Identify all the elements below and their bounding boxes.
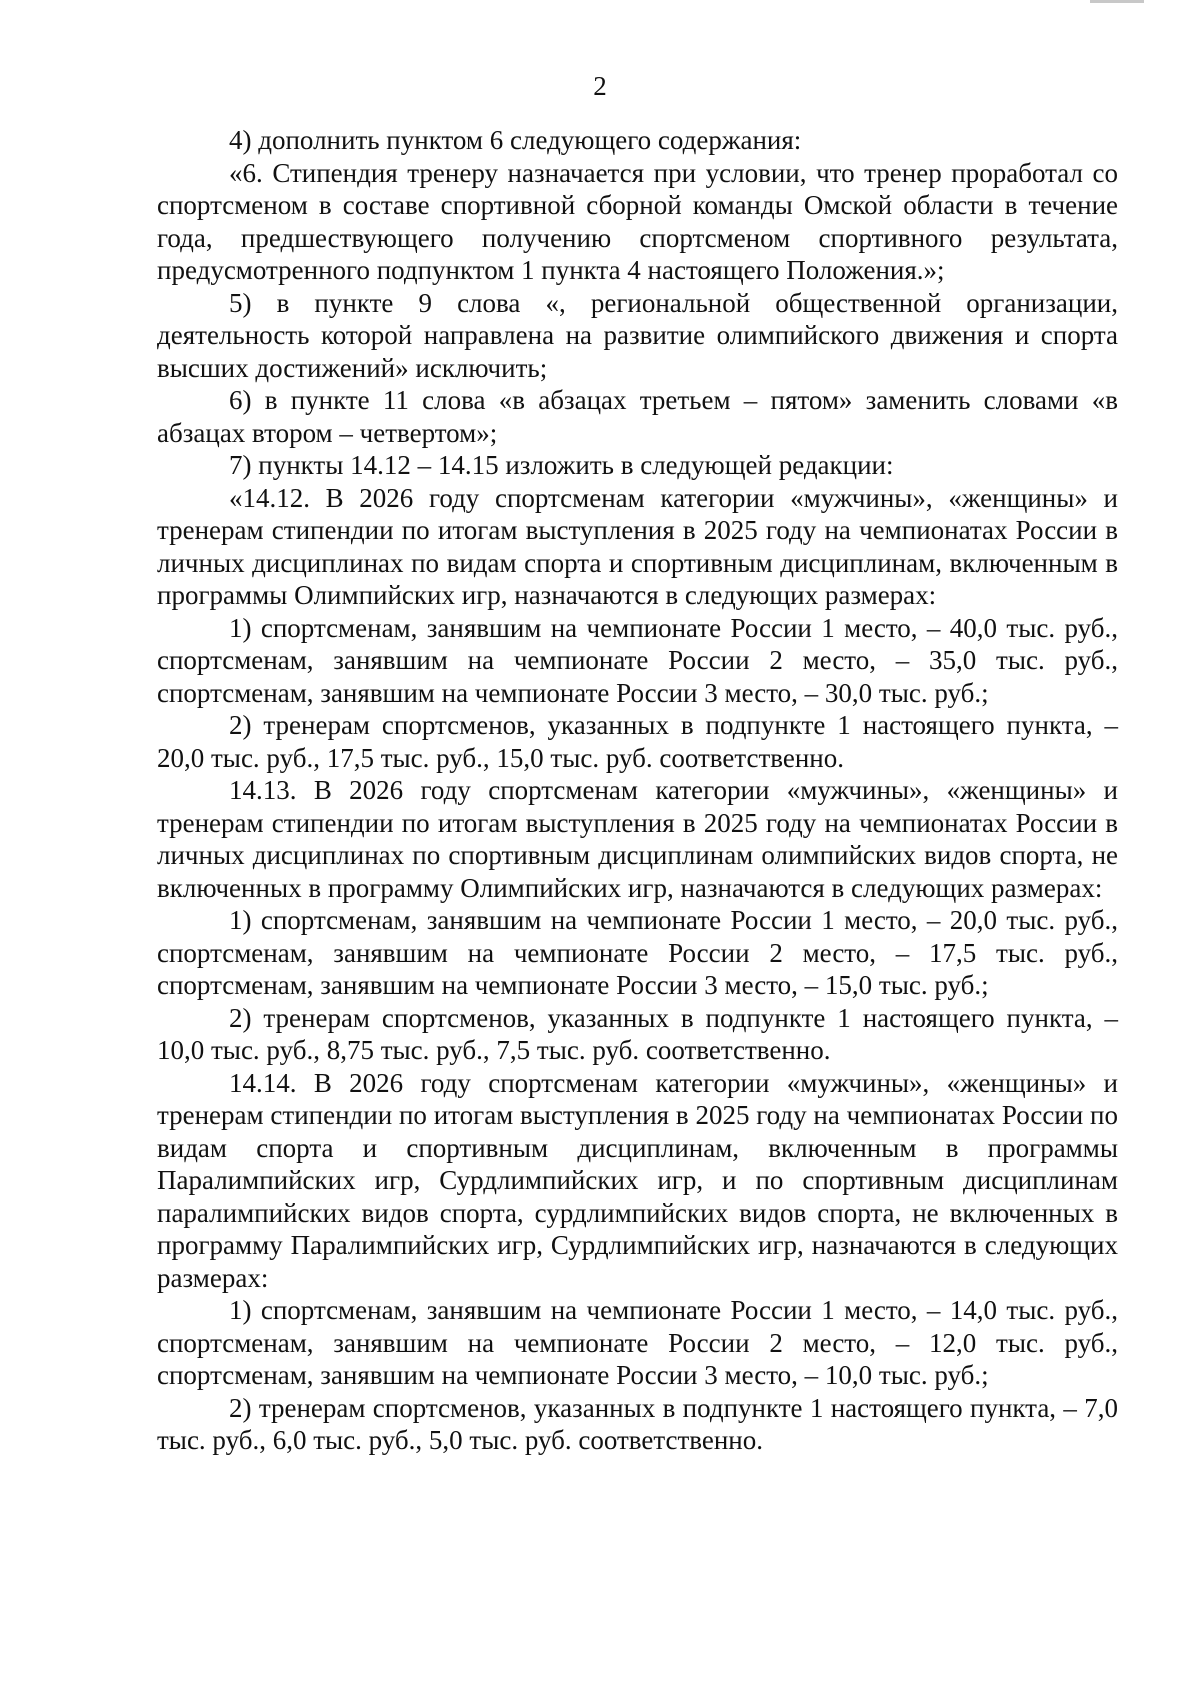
- page-number: 2: [593, 71, 607, 101]
- paragraph-item-4: 4) дополнить пунктом 6 следующего содержания:: [229, 125, 802, 155]
- paragraph-14-13: 14.13. В 2026 году спортсменам категории «мужчины», «женщины» и тренерам стипендии по итогам выступления в 2025 году на чемпионатах России в личных дисциплинах по спортивным дисциплинам олимпийских видов спорта, не включенных в программу Олимпийских игр, назначаются в следующих размерах:: [157, 775, 1118, 903]
- paragraph-14-12: «14.12. В 2026 году спортсменам категории «мужчины», «женщины» и тренерам стипендии по итогам выступления в 2025 году на чемпионатах России в личных дисциплинах по видам спорта и спортивным дисциплинам, включенным в программы Олимпийских игр, назначаются в следующих размерах:: [157, 482, 1118, 610]
- paragraph-14-12-sub-1: 1) спортсменам, занявшим на чемпионате России 1 место, – 40,0 тыс. руб., спортсменам, занявшим на чемпионате России 2 место, – 35,0 тыс. руб., спортсменам, занявшим на чемпионате России 3 место, – 30,0 тыс. руб.;: [157, 612, 1118, 708]
- paragraph-point-6-text: «6. Стипендия тренеру назначается при условии, что тренер проработал со спортсменом в составе спортивной сборной команды Омской области в течение года, предшествующего получению спортсменом спортивного результата, предусмотренного подпунктом 1 пункта 4 настоящего Положения.»;: [157, 157, 1118, 285]
- paragraph-item-5: 5) в пункте 9 слова «, региональной общественной организации, деятельность которой направлена на развитие олимпийского движения и спорта высших достижений» исключить;: [157, 287, 1118, 383]
- paragraph-14-12-sub-2: 2) тренерам спортсменов, указанных в подпункте 1 настоящего пункта, – 20,0 тыс. руб., 17,5 тыс. руб., 15,0 тыс. руб. соответственно.: [157, 710, 1118, 773]
- paragraph-item-7: 7) пункты 14.12 – 14.15 изложить в следующей редакции:: [229, 450, 894, 480]
- paragraph-14-14-sub-2: 2) тренерам спортсменов, указанных в подпункте 1 настоящего пункта, – 7,0 тыс. руб., 6,0 тыс. руб., 5,0 тыс. руб. соответственно.: [157, 1392, 1118, 1455]
- scan-corner-mark: [1090, 0, 1144, 3]
- paragraph-14-13-sub-2: 2) тренерам спортсменов, указанных в подпункте 1 настоящего пункта, – 10,0 тыс. руб., 8,75 тыс. руб., 7,5 тыс. руб. соответственно.: [157, 1002, 1118, 1065]
- paragraph-14-14-sub-1: 1) спортсменам, занявшим на чемпионате России 1 место, – 14,0 тыс. руб., спортсменам, занявшим на чемпионате России 2 место, – 12,0 тыс. руб., спортсменам, занявшим на чемпионате России 3 место, – 10,0 тыс. руб.;: [157, 1295, 1118, 1390]
- paragraph-14-14: 14.14. В 2026 году спортсменам категории «мужчины», «женщины» и тренерам стипендии по итогам выступления в 2025 году на чемпионатах России по видам спорта и спортивным дисциплинам, включенным в программы Паралимпийских игр, Сурдлимпийских игр, и по спортивным дисциплинам паралимпийских видов спорта, сурдлимпийских видов спорта, не включенных в программу Паралимпийских игр, Сурдлимпийских игр, назначаются в следующих размерах:: [157, 1067, 1118, 1293]
- document-body: [157, 124, 1118, 1457]
- paragraph-item-6: 6) в пункте 11 слова «в абзацах третьем – пятом» заменить словами «в абзацах втором – четвертом»;: [157, 385, 1118, 448]
- paragraph-14-13-sub-1: 1) спортсменам, занявшим на чемпионате России 1 место, – 20,0 тыс. руб., спортсменам, занявшим на чемпионате России 2 место, – 17,5 тыс. руб., спортсменам, занявшим на чемпионате России 3 место, – 15,0 тыс. руб.;: [157, 905, 1118, 1000]
